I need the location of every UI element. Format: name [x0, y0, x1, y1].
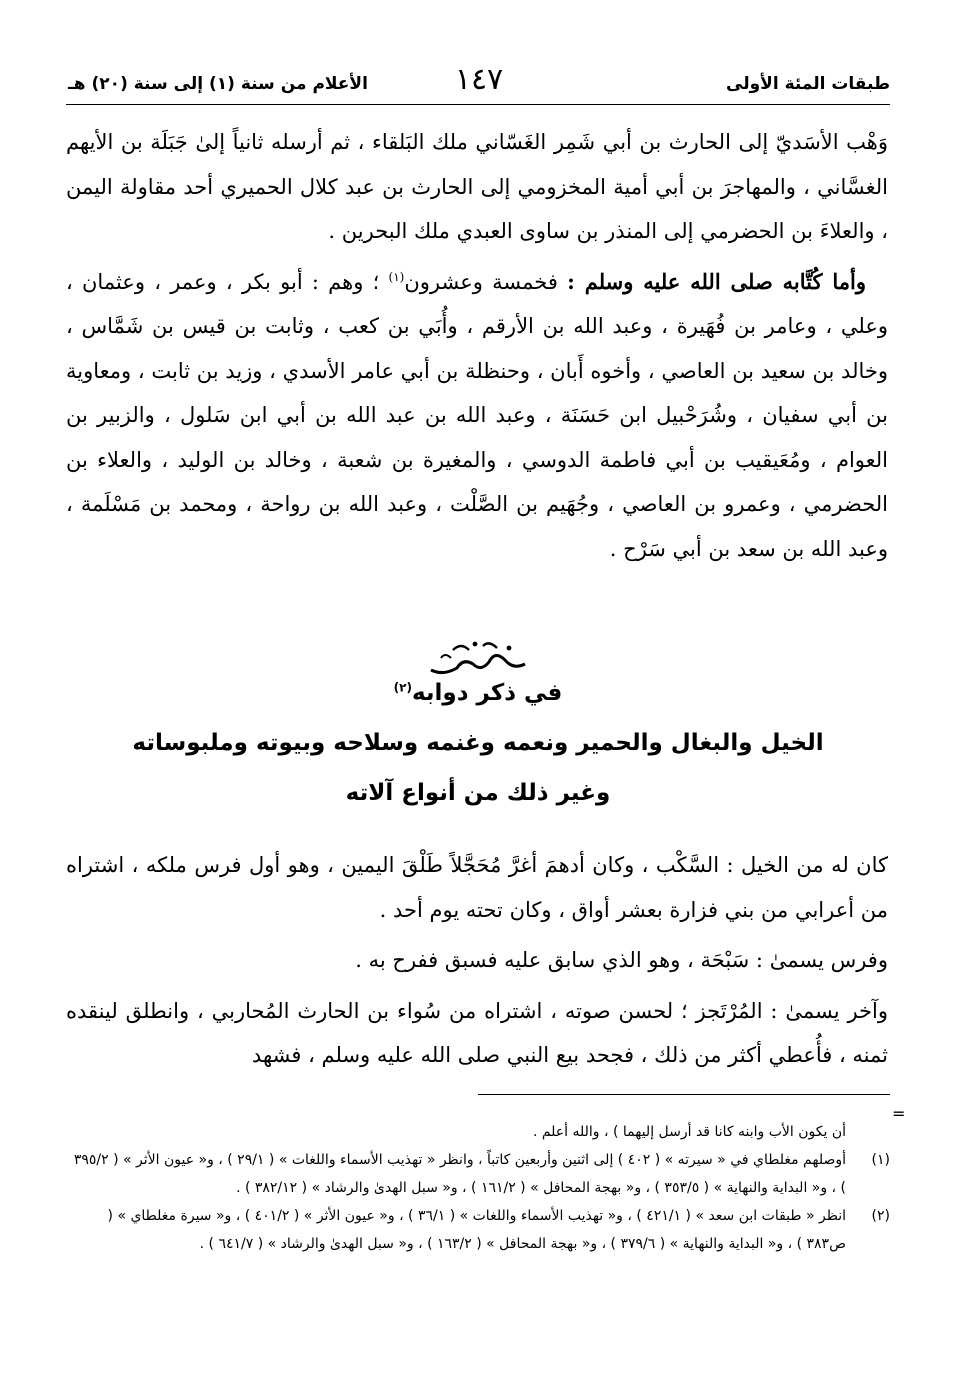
footnote-2-number: (٢) — [871, 1208, 890, 1224]
heading-text: في ذكر دوابه — [411, 680, 563, 706]
scribes-lead: وأما كُتَّابه صلى الله عليه وسلم : — [567, 268, 866, 294]
footnote-carryover: أن يكون الأب وابنه كانا قد أرسل إليهما ) ، والله أعلم . — [532, 1124, 846, 1140]
scribes-count: فخمسة وعشرون — [404, 269, 568, 294]
footnote-ref-2: (٢) — [393, 680, 412, 695]
section-subheading-1: الخيل والبغال والحمير ونعمه وغنمه وسلاحه وبيوته وملبوساته — [132, 730, 824, 756]
footnote-1 — [66, 1146, 890, 1202]
header-section-title: الأعلام من سنة (١) إلى سنة (٢٠) هـ — [68, 74, 368, 94]
running-header — [68, 62, 890, 102]
paragraph-scribes — [66, 260, 888, 572]
section-subheading-2: وغير ذلك من أنواع آلاته — [345, 780, 611, 806]
footnote-rule — [478, 1094, 890, 1095]
section-ornament — [0, 636, 956, 684]
paragraph-horse-sakb: كان له من الخيل : السَّكْب ، وكان أدهمَ أغرَّ مُحَجَّلاً طَلْقَ اليمين ، وهو أول فرس ملكه ، اشتراه من أعرابي من بني فزارة بعشر أواق ، وكان تحته يوم أحد . — [66, 853, 888, 922]
header-book-title: طبقات المئة الأولى — [726, 74, 890, 94]
footnote-2 — [66, 1202, 890, 1258]
section-text — [66, 843, 888, 1084]
paragraph-horse-sabha: وفرس يسمىٰ : سَبْحَة ، وهو الذي سابق عليه فسبق ففرح به . — [355, 948, 888, 972]
footnote-ref-1: (١) — [388, 269, 405, 284]
scribes-list: ؛ وهم : أبو بكر ، وعمر ، وعثمان ، وعلي ، وعامر بن فُهَيرة ، وعبد الله بن الأرقم ، وأُبَي بن كعب ، وثابت بن قيس بن شَمَّاس ، وخالد بن سعيد بن العاصي ، وأخوه أَبان ، وحنظلة بن أبي عامر الأسدي ، وزيد بن ثابت ، ومعاوية بن أبي سفيان ، وشُرَحْبيل ابن حَسَنَة ، وعبد الله بن عبد الله بن أبي ابن سَلول ، والزبير بن العوام ، ومُعَيقيب بن أبي فاطمة الدوسي ، والمغيرة بن شعبة ، وخالد بن الوليد ، والعلاء بن الحضرمي ، وعمرو بن العاصي ، وجُهَيم بن الصَّلْت ، وعبد الله بن رواحة ، ومحمد بن مَسْلَمة ، وعبد الله بن سعد بن أبي سَرْح . — [66, 269, 888, 561]
paragraph-horse-murtajiz: وآخر يسمىٰ : المُرْتَجز ؛ لحسن صوته ، اشتراه من سُواء بن الحارث المُحاربي ، وانطلق لينقده ثمنه ، فأُعطي أكثر من ذلك ، فجحد بيع النبي صلى الله عليه وسلم ، فشهد — [66, 998, 888, 1067]
footnote-2-text: انظر « طبقات ابن سعد » ( ٤٢١/١ ) ، و« تهذيب الأسماء واللغات » ( ٣٦/١ ) ، و« عيون الأثر » ( ٤٠١/٢ ) ، و« سيرة مغلطاي » ( ص٣٨٣ ) ، و« البداية والنهاية » ( ٣٧٩/٦ ) ، و« بهجة المحافل » ( ١٦٣/٢ ) ، و« سبل الهدىٰ والرشاد » ( ٦٤١/٧ ) . — [107, 1208, 846, 1252]
fasl-calligraphy-icon — [423, 636, 533, 680]
header-rule — [66, 104, 890, 105]
footnotes — [66, 1118, 890, 1258]
main-text — [66, 120, 888, 577]
footnote-continuation-mark: = — [892, 1104, 906, 1123]
paragraph-envoys: وَهْب الأسَديّ إلى الحارث بن أبي شَمِر الغَسّاني ملك البَلقاء ، ثم أرسله ثانياً إلىٰ جَبَلَة بن الأيهم الغسَّاني ، والمهاجرَ بن أبي أمية المخزومي إلى الحارث بن عبد كلال الحميري أحد مقاولة اليمن ، والعلاءَ بن الحضرمي إلى المنذر بن ساوى العبدي ملك البحرين . — [66, 130, 888, 243]
page-number: ١٤٧ — [454, 62, 504, 97]
footnote-1-number: (١) — [871, 1152, 890, 1168]
footnote-1-text: أوصلهم مغلطاي في « سيرته » ( ٤٠٢ ) إلى اثنين وأربعين كاتباً ، وانظر « تهذيب الأسماء واللغات » ( ٢٩/١ ) ، و« عيون الأثر » ( ٣٩٥/٢ ) ، و« البداية والنهاية » ( ٣٥٣/٥ ) ، و« بهجة المحافل » ( ١٦١/٢ ) ، و« سبل الهدىٰ والرشاد » ( ٣٨٢/١٢ ) . — [73, 1152, 846, 1196]
section-heading — [60, 680, 896, 706]
